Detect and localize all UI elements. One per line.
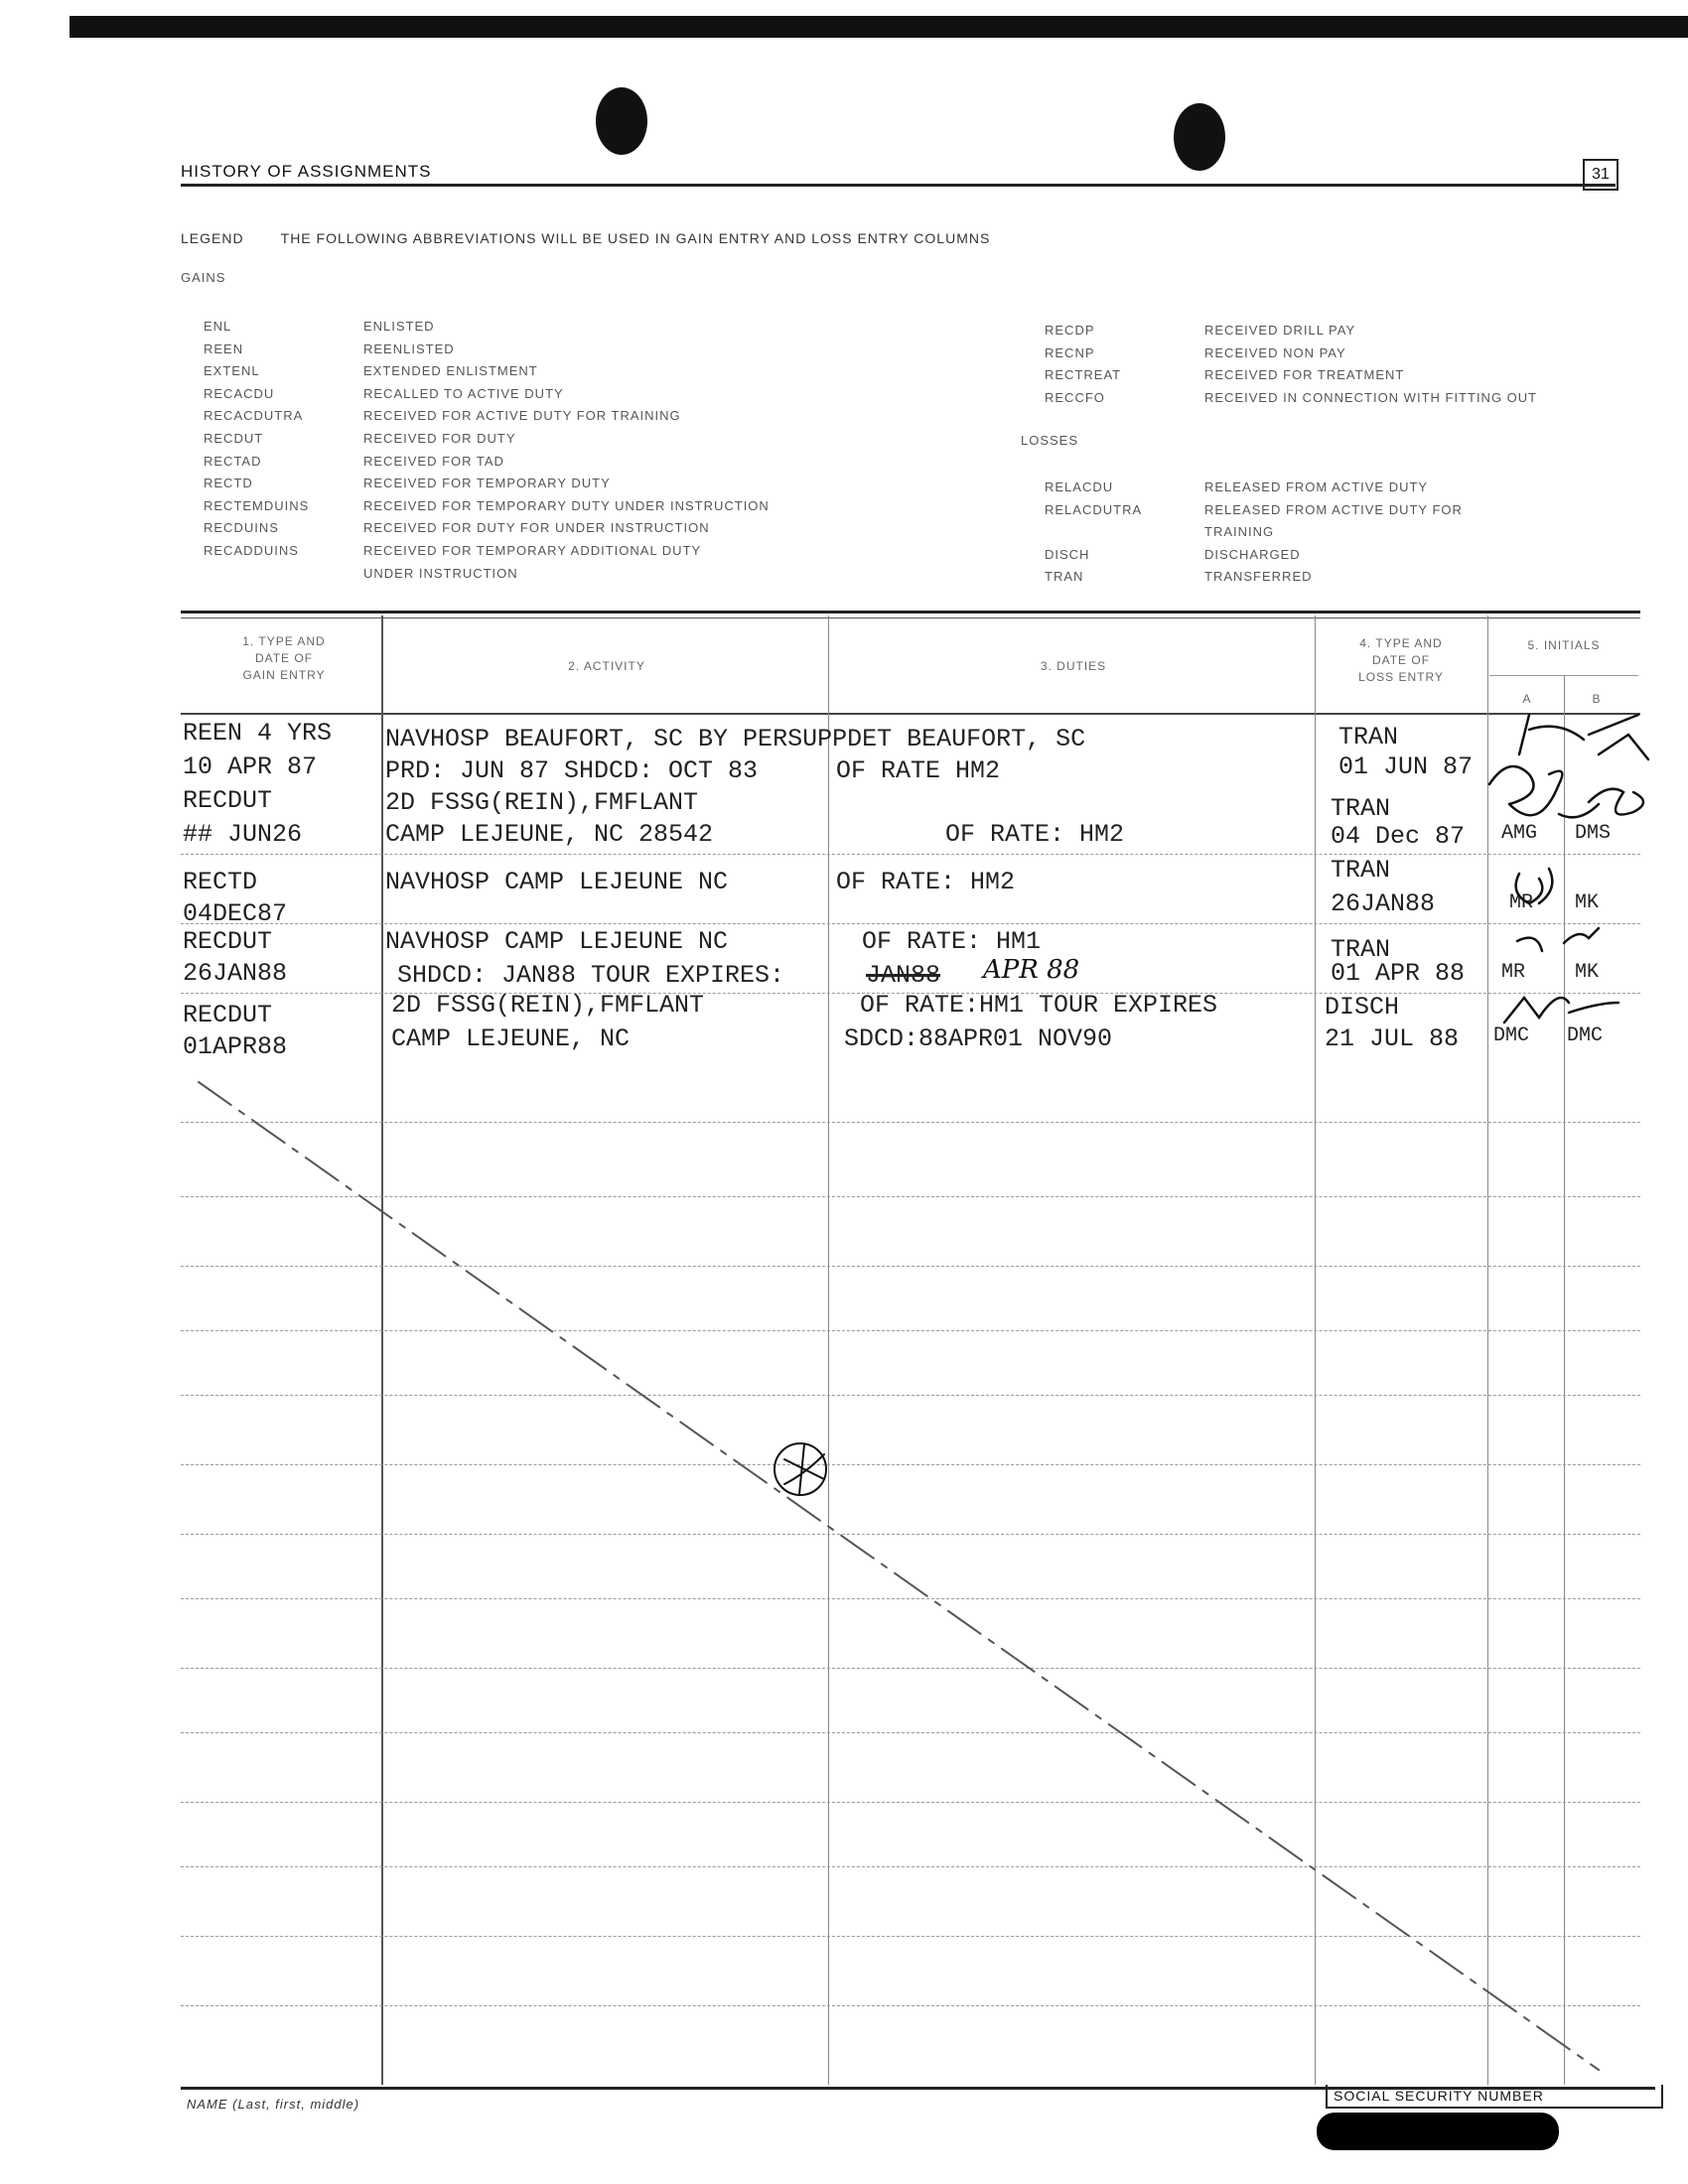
activity: NAVHOSP CAMP LEJEUNE NC	[385, 927, 729, 956]
initials-b: DMC	[1567, 1024, 1604, 1047]
activity: PRD: JUN 87 SHDCD: OCT 83	[385, 756, 759, 785]
meaning: EXTENDED ENLISTMENT	[363, 363, 538, 379]
gains-heading: GAINS	[181, 270, 226, 285]
abbr: RECADDUINS	[204, 542, 299, 558]
meaning: RECEIVED FOR TAD	[363, 453, 504, 469]
gain-type: RECDUT	[183, 927, 273, 956]
activity: CAMP LEJEUNE, NC 28542	[385, 820, 714, 849]
duty-handwritten-date: APR 88	[983, 955, 1080, 985]
col-header-line: DATE OF	[254, 651, 314, 665]
signature-mark	[1516, 869, 1553, 903]
loss-type: TRAN	[1331, 794, 1391, 823]
page-number: 31	[1583, 159, 1618, 191]
activity: SHDCD: JAN88 TOUR EXPIRES:	[397, 961, 785, 990]
abbr: RECACDUTRA	[204, 408, 304, 424]
col-header-initials: 5. INITIALS	[1527, 638, 1601, 652]
initials-b: DMS	[1575, 822, 1612, 845]
initials-a: AMG	[1501, 822, 1538, 845]
abbr: EXTENL	[204, 363, 260, 379]
activity: CAMP LEJEUNE, NC	[391, 1024, 631, 1053]
meaning: DISCHARGED	[1204, 546, 1301, 562]
abbr: RECTD	[204, 476, 253, 491]
meaning: RECEIVED FOR DUTY FOR UNDER INSTRUCTION	[363, 520, 710, 536]
col-header-initials-a: A	[1522, 692, 1532, 706]
meaning: ENLISTED	[363, 319, 435, 334]
meaning: RECEIVED NON PAY	[1204, 344, 1346, 360]
meaning: RECEIVED DRILL PAY	[1204, 323, 1356, 338]
loss-type: TRAN	[1331, 935, 1391, 964]
abbr: RECTAD	[204, 453, 262, 469]
signature-mark	[1489, 715, 1584, 815]
meaning: RECEIVED FOR TEMPORARY DUTY	[363, 476, 611, 491]
col-header-line: DATE OF	[1371, 653, 1431, 667]
losses-heading: LOSSES	[1021, 433, 1079, 448]
gain-date: ## JUN26	[183, 820, 303, 849]
loss-date: 01 APR 88	[1331, 959, 1466, 988]
diagonal-cancel-line	[199, 1082, 1599, 2070]
abbr: RECDP	[1045, 323, 1095, 338]
gain-type: REEN 4 YRS	[183, 719, 333, 748]
initials-b: MK	[1575, 961, 1600, 984]
meaning: RECEIVED FOR DUTY	[363, 430, 516, 446]
signature-mark	[1504, 998, 1618, 1023]
abbr: TRAN	[1045, 569, 1084, 585]
activity: 2D FSSG(REIN),FMFLANT	[385, 788, 699, 817]
abbr: DISCH	[1045, 546, 1090, 562]
initials-a: DMC	[1493, 1024, 1530, 1047]
abbr: REEN	[204, 341, 244, 356]
col-header-activity: 2. ACTIVITY	[568, 659, 645, 673]
abbr: RECDUT	[204, 430, 264, 446]
meaning: RELEASED FROM ACTIVE DUTY FOR	[1204, 501, 1463, 517]
meaning: TRAINING	[1204, 524, 1275, 540]
initials-b: MK	[1575, 891, 1600, 914]
abbr: RECTREAT	[1045, 367, 1122, 383]
activity: NAVHOSP CAMP LEJEUNE NC	[385, 868, 729, 896]
abbr: RELACDUTRA	[1045, 501, 1143, 517]
signature-mark	[1589, 715, 1648, 759]
col-header-line: GAIN ENTRY	[242, 668, 326, 682]
meaning: RECEIVED FOR TREATMENT	[1204, 367, 1405, 383]
legend-label: LEGEND	[181, 230, 244, 246]
meaning: RECEIVED FOR ACTIVE DUTY FOR TRAINING	[363, 408, 681, 424]
meaning: RECALLED TO ACTIVE DUTY	[363, 385, 564, 401]
legend-text: THE FOLLOWING ABBREVIATIONS WILL BE USED IN GAIN ENTRY AND LOSS ENTRY COLUMNS	[280, 230, 991, 246]
duty: OF RATE: HM2	[836, 868, 1016, 896]
loss-type: DISCH	[1325, 993, 1400, 1022]
gain-date: 26JAN88	[183, 959, 288, 988]
abbr: RECACDU	[204, 385, 275, 401]
meaning: UNDER INSTRUCTION	[363, 565, 518, 581]
loss-date: 04 Dec 87	[1331, 822, 1466, 851]
meaning: RECEIVED FOR TEMPORARY DUTY UNDER INSTRUCTION	[363, 497, 770, 513]
initials-a: MR	[1501, 961, 1526, 984]
duty: OF RATE HM2	[836, 756, 1001, 785]
col-header-line: LOSS ENTRY	[1358, 670, 1444, 684]
gain-type: RECDUT	[183, 786, 273, 815]
meaning: RECEIVED IN CONNECTION WITH FITTING OUT	[1204, 389, 1538, 405]
abbr: RECNP	[1045, 344, 1095, 360]
duty-struck-date: JAN88	[866, 961, 941, 990]
col-header-duties: 3. DUTIES	[1040, 659, 1107, 673]
abbr: RECDUINS	[204, 520, 279, 536]
loss-date: 26JAN88	[1331, 889, 1436, 918]
initials-a: MR	[1509, 891, 1534, 914]
gain-date: 04DEC87	[183, 899, 288, 928]
col-header-line: 4. TYPE AND	[1359, 636, 1443, 650]
abbr: RELACDU	[1045, 479, 1114, 494]
duty: OF RATE:HM1 TOUR EXPIRES	[860, 991, 1218, 1020]
abbr: RECCFO	[1045, 389, 1105, 405]
col-header-initials-b: B	[1592, 692, 1602, 706]
signature-mark	[1559, 789, 1643, 818]
loss-type: TRAN	[1331, 856, 1391, 885]
activity: 2D FSSG(REIN),FMFLANT	[391, 991, 705, 1020]
meaning: RECEIVED FOR TEMPORARY ADDITIONAL DUTY	[363, 542, 702, 558]
meaning: RELEASED FROM ACTIVE DUTY	[1204, 479, 1429, 494]
loss-type: TRAN	[1338, 723, 1399, 751]
activity: NAVHOSP BEAUFORT, SC BY PERSUPPDET BEAUFORT, SC	[385, 725, 1086, 753]
meaning: REENLISTED	[363, 341, 455, 356]
duty: SDCD:88APR01 NOV90	[844, 1024, 1113, 1053]
abbr: RECTEMDUINS	[204, 497, 310, 513]
duty: OF RATE: HM1	[862, 927, 1042, 956]
ssn-label: SOCIAL SECURITY NUMBER	[1326, 2085, 1663, 2109]
meaning: TRANSFERRED	[1204, 569, 1313, 585]
signature-mark	[1517, 928, 1599, 951]
loss-date: 21 JUL 88	[1325, 1024, 1460, 1053]
ssn-redaction	[1317, 2113, 1559, 2150]
loss-date: 01 JUN 87	[1338, 752, 1474, 781]
gain-date: 10 APR 87	[183, 752, 318, 781]
form-title: HISTORY OF ASSIGNMENTS	[181, 162, 432, 181]
name-label: NAME (Last, first, middle)	[187, 2097, 360, 2112]
gain-type: RECTD	[183, 868, 258, 896]
abbr: ENL	[204, 319, 232, 334]
gain-type: RECDUT	[183, 1001, 273, 1029]
duty: OF RATE: HM2	[945, 820, 1125, 849]
col-header-line: 1. TYPE AND	[242, 634, 326, 648]
gain-date: 01APR88	[183, 1032, 288, 1061]
